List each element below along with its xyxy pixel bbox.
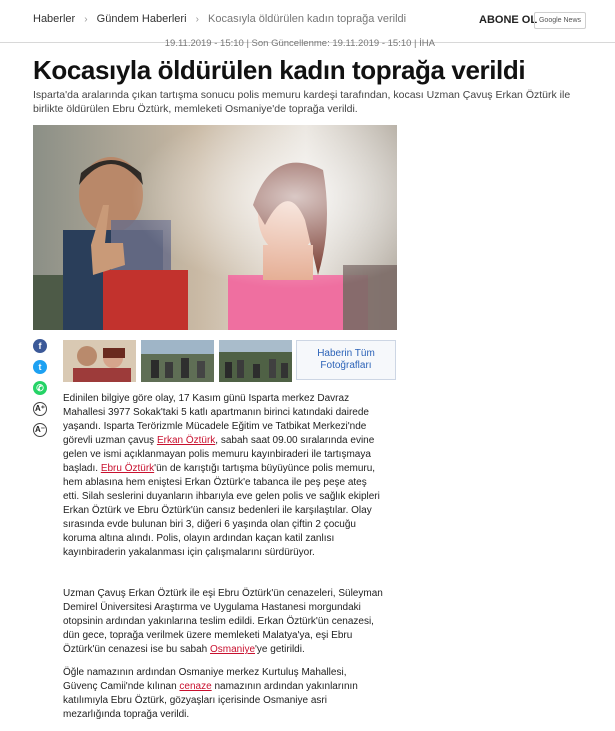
font-decrease-icon[interactable]: A⁻	[33, 423, 47, 437]
paragraph-2	[63, 587, 383, 657]
hero-photo-illustration	[33, 125, 397, 330]
photo-thumbnail-icon	[219, 340, 292, 382]
twitter-icon[interactable]: t	[33, 360, 47, 374]
chevron-right-icon: ›	[84, 14, 88, 25]
article-body	[63, 392, 383, 731]
whatsapp-icon[interactable]: ✆	[33, 381, 47, 395]
paragraph-3	[63, 666, 383, 722]
tag-link-ebru-ozturk[interactable]: Ebru Öztürk	[100, 463, 155, 474]
gallery-thumb-1[interactable]	[63, 340, 136, 382]
tag-link-cenaze[interactable]: cenaze	[179, 681, 212, 692]
paragraph-text: , sabah saat 09.00 sıralarında evine gelen ve ismi açıklanmayan polis memuru kayınbiraderi ile tartışmaya başladı.	[63, 435, 375, 474]
google-news-button[interactable]: Google News	[534, 12, 586, 29]
tag-link-erkan-ozturk[interactable]: Erkan Öztürk	[156, 435, 216, 446]
photo-thumbnail-icon	[63, 340, 136, 382]
gallery-thumb-3[interactable]	[219, 340, 292, 382]
paragraph-text: Uzman Çavuş Erkan Öztürk ile eşi Ebru Öztürk'ün cenazeleri, Süleyman Demirel Üniversitesi Araştırma ve Uygulama Hastanesi morgundaki otopsinin ardından yakınlarına teslim edildi. Erkan Öztürk'ün cenazesi, dün gece, toprağa verilmek üzere memleketi Malatya'ya, eşi Ebru Öztürk'ün cenazesi ise bu sabah	[63, 588, 383, 655]
dateline	[0, 38, 615, 49]
page-title: Kocasıyla öldürülen kadın toprağa verildi	[33, 55, 526, 85]
paragraph-text: namazının ardından yakınlarının katılımıyla Ebru Öztürk, gözyaşları içerisinde Osmaniye asri mezarlığında toprağa verildi.	[63, 681, 358, 720]
chevron-right-icon: ›	[195, 14, 199, 25]
paragraph-1	[63, 392, 383, 560]
gallery-thumb-2[interactable]	[141, 340, 214, 382]
breadcrumb-item-gundem[interactable]: Gündem Haberleri	[96, 13, 187, 25]
dateline-text: 19.11.2019 - 15:10 | Son Güncellenme: 19.11.2019 - 15:10 | İHA	[164, 38, 435, 49]
top-bar	[0, 0, 615, 43]
share-column	[33, 339, 47, 444]
font-increase-icon[interactable]: A⁺	[33, 402, 47, 416]
facebook-icon[interactable]: f	[33, 339, 47, 353]
breadcrumb-item-haberler[interactable]: Haberler	[33, 13, 76, 25]
breadcrumb	[33, 13, 406, 25]
paragraph-text: 'ün de karıştığı tartışma büyüyünce polis memuru, hem ablasına hem eniştesi Erkan Öztürk'e tabanca ile peş peşe ateş etti. Silah seslerini duyanların ihbarıyla eve gelen polis ve sağlık ekipleri Erkan Öztürk ve Ebru Öztürk'ün cansız bedenleri ile karşılaştılar. Olay sırasında evde bulunan biri 3, diğeri 6 yaşında olan çiftin 2 çocuğu koruma altına alındı. Polis, olayın ardından kaçan katil zanlısı kayınbiraderin yakalanması için çalışmalarını sürdürüyor.	[63, 463, 380, 558]
subscribe-label[interactable]: ABONE OL	[479, 14, 538, 26]
paragraph-text: Edinilen bilgiye göre olay, 17 Kasım günü Isparta merkez Davraz Mahallesi 3977 Sokak'taki 5 katlı apartmanın birinci katındaki dairede yaşandı. Isparta Terörizmle Mücadele Eğitim ve Tatbikat Merkezi'nde görevli uzman çavuş	[63, 393, 369, 446]
paragraph-text: 'ye getirildi.	[255, 644, 305, 655]
breadcrumb-item-current: Kocasıyla öldürülen kadın toprağa verildi	[208, 13, 407, 25]
all-photos-link[interactable]: Haberin Tüm Fotoğrafları	[296, 340, 396, 380]
hero-photo[interactable]	[33, 125, 397, 330]
tag-link-osmaniye[interactable]: Osmaniye	[210, 644, 256, 655]
paragraph-spacer	[63, 569, 383, 587]
photo-thumbnail-icon	[141, 340, 214, 382]
article-spot: Isparta'da aralarında çıkan tartışma sonucu polis memuru kardeşi tarafından, kocası Uzman Çavuş Erkan Öztürk ile birlikte öldürülen Ebru Öztürk, memleketi Osmaniye'de toprağa verildi.	[33, 89, 571, 115]
paragraph-text: Öğle namazının ardından Osmaniye merkez Kurtuluş Mahallesi, Güvenç Camii'nde kılınan	[63, 667, 347, 692]
